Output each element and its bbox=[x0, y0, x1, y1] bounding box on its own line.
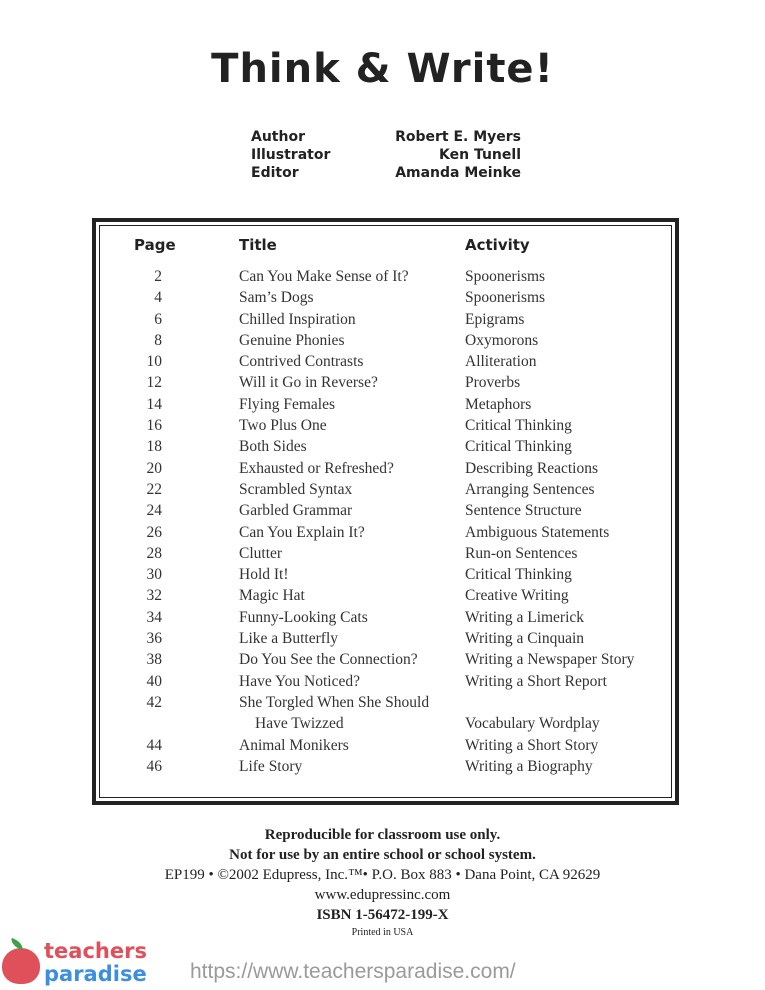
toc-header-page: Page bbox=[134, 236, 176, 254]
credits-block bbox=[251, 128, 521, 182]
toc-row bbox=[120, 500, 670, 521]
toc-title: Garbled Grammar bbox=[239, 502, 353, 520]
toc-header-activity: Activity bbox=[465, 236, 530, 254]
credit-role: Editor bbox=[251, 165, 299, 181]
toc-page-number: 8 bbox=[154, 331, 162, 349]
toc-page-number: 6 bbox=[154, 310, 162, 328]
toc-title: Two Plus One bbox=[239, 417, 327, 435]
footer-publisher-info: EP199 • ©2002 Edupress, Inc.™• P.O. Box 883 • Dana Point, CA 92629 bbox=[164, 867, 601, 883]
toc-activity: Writing a Short Report bbox=[465, 672, 607, 690]
toc-row bbox=[120, 351, 670, 372]
toc-title: Will it Go in Reverse? bbox=[239, 374, 378, 392]
toc-row bbox=[120, 756, 670, 777]
toc-row bbox=[120, 522, 670, 543]
toc-row bbox=[120, 713, 670, 734]
toc-row bbox=[120, 309, 670, 330]
toc-page-number: 32 bbox=[146, 587, 162, 605]
toc-activity: Metaphors bbox=[465, 395, 532, 413]
toc-title: Hold It! bbox=[239, 566, 289, 584]
footer bbox=[0, 825, 765, 941]
toc-page-number: 44 bbox=[146, 736, 162, 754]
toc-page-number bbox=[120, 713, 162, 734]
toc-activity: Vocabulary Wordplay bbox=[465, 715, 600, 733]
toc-header-title: Title bbox=[239, 236, 277, 254]
toc-activity: Creative Writing bbox=[465, 587, 569, 605]
toc-activity: Epigrams bbox=[465, 310, 525, 328]
toc-row bbox=[120, 564, 670, 585]
toc-title: Have Twizzed bbox=[255, 715, 344, 733]
toc-page-number: 10 bbox=[146, 353, 162, 371]
document-title: Think & Write! bbox=[211, 46, 554, 92]
toc-page-number: 34 bbox=[146, 608, 162, 626]
toc-activity: Critical Thinking bbox=[465, 438, 572, 456]
toc-title: Chilled Inspiration bbox=[239, 310, 356, 328]
toc-page-number: 18 bbox=[146, 438, 162, 456]
toc-title: Animal Monikers bbox=[239, 736, 349, 754]
toc-page-number: 16 bbox=[146, 417, 162, 435]
credit-illustrator bbox=[251, 146, 521, 164]
credit-name: Robert E. Myers bbox=[395, 129, 521, 145]
toc-page-number: 12 bbox=[146, 374, 162, 392]
watermark-url: https://www.teachersparadise.com/ bbox=[190, 960, 516, 983]
credit-name: Ken Tunell bbox=[439, 147, 521, 163]
toc-row bbox=[120, 394, 670, 415]
toc-activity: Writing a Limerick bbox=[465, 608, 585, 626]
credit-author bbox=[251, 128, 521, 146]
toc-title: Scrambled Syntax bbox=[239, 480, 353, 498]
teachers-paradise-logo bbox=[2, 940, 162, 988]
toc-page-number: 20 bbox=[146, 459, 162, 477]
toc-activity: Critical Thinking bbox=[465, 417, 572, 435]
toc-row bbox=[120, 458, 670, 479]
footer-reproducible-note: Reproducible for classroom use only. bbox=[264, 827, 501, 843]
toc-title: Clutter bbox=[239, 544, 283, 562]
toc-page-number: 2 bbox=[154, 268, 162, 285]
toc-page-number: 22 bbox=[146, 480, 162, 498]
toc-title: Like a Butterfly bbox=[239, 630, 338, 648]
toc-page-number: 28 bbox=[146, 544, 162, 562]
toc-page-number: 38 bbox=[146, 651, 162, 669]
toc-activity: Arranging Sentences bbox=[465, 480, 595, 498]
toc-activity: Oxymorons bbox=[465, 331, 539, 349]
toc-title: Do You See the Connection? bbox=[239, 651, 418, 669]
toc-title: Flying Females bbox=[239, 395, 336, 413]
toc-page-number: 14 bbox=[146, 395, 162, 413]
toc-activity: Writing a Cinquain bbox=[465, 630, 585, 648]
toc-row bbox=[120, 607, 670, 628]
toc-activity: Spoonerisms bbox=[465, 289, 546, 307]
toc-row bbox=[120, 479, 670, 500]
toc-row bbox=[120, 543, 670, 564]
toc-row bbox=[120, 649, 670, 670]
toc-page-number: 40 bbox=[146, 672, 162, 690]
credit-role: Author bbox=[251, 129, 305, 145]
credit-editor bbox=[251, 164, 521, 182]
toc-title: Contrived Contrasts bbox=[239, 353, 364, 371]
toc-page-number: 30 bbox=[146, 566, 162, 584]
toc-activity: Alliteration bbox=[465, 353, 537, 371]
logo-text-teachers: teachers bbox=[44, 939, 147, 963]
toc-title: She Torgled When She Should bbox=[239, 693, 430, 711]
footer-printed: Printed in USA bbox=[351, 927, 414, 938]
toc-row bbox=[120, 692, 670, 713]
toc-title: Genuine Phonies bbox=[239, 331, 345, 349]
toc-row bbox=[120, 735, 670, 756]
toc-activity: Sentence Structure bbox=[465, 502, 582, 520]
credit-role: Illustrator bbox=[251, 147, 331, 163]
toc-row bbox=[120, 585, 670, 606]
toc-title: Funny-Looking Cats bbox=[239, 608, 368, 626]
toc-activity: Describing Reactions bbox=[465, 459, 599, 477]
toc-activity: Critical Thinking bbox=[465, 566, 572, 584]
toc-title: Life Story bbox=[239, 757, 303, 775]
toc-page-number: 36 bbox=[146, 630, 162, 648]
toc-activity: Writing a Biography bbox=[465, 757, 593, 775]
toc-activity: Proverbs bbox=[465, 374, 521, 392]
toc-row bbox=[120, 330, 670, 351]
toc-page-number: 46 bbox=[146, 757, 162, 775]
toc-title: Both Sides bbox=[239, 438, 307, 456]
toc-table bbox=[120, 266, 670, 777]
toc-row bbox=[120, 372, 670, 393]
toc-page-number: 26 bbox=[146, 523, 162, 541]
logo-text-paradise: paradise bbox=[44, 962, 147, 986]
footer-isbn: ISBN 1-56472-199-X bbox=[316, 907, 449, 923]
toc-page-number: 24 bbox=[146, 502, 162, 520]
toc-activity: Writing a Short Story bbox=[465, 736, 599, 754]
toc-row bbox=[120, 671, 670, 692]
toc-row bbox=[120, 266, 670, 287]
toc-title: Have You Noticed? bbox=[239, 672, 360, 690]
toc-row bbox=[120, 628, 670, 649]
footer-website: www.edupressinc.com bbox=[314, 887, 451, 903]
toc-row bbox=[120, 415, 670, 436]
toc-row bbox=[120, 436, 670, 457]
toc-activity: Ambiguous Statements bbox=[465, 523, 610, 541]
toc-row bbox=[120, 287, 670, 308]
toc-title: Sam’s Dogs bbox=[239, 289, 314, 307]
toc-activity: Run-on Sentences bbox=[465, 544, 578, 562]
toc-title: Can You Make Sense of It? bbox=[239, 268, 409, 285]
footer-restriction-note: Not for use by an entire school or school system. bbox=[229, 847, 536, 863]
toc-activity: Spoonerisms bbox=[465, 268, 546, 285]
toc-page-number: 4 bbox=[154, 289, 162, 307]
toc-title: Exhausted or Refreshed? bbox=[239, 459, 394, 477]
apple-icon bbox=[2, 948, 40, 984]
toc-title: Magic Hat bbox=[239, 587, 305, 605]
credit-name: Amanda Meinke bbox=[395, 165, 521, 181]
toc-title: Can You Explain It? bbox=[239, 523, 365, 541]
toc-page-number: 42 bbox=[146, 693, 162, 711]
toc-activity: Writing a Newspaper Story bbox=[465, 651, 635, 669]
